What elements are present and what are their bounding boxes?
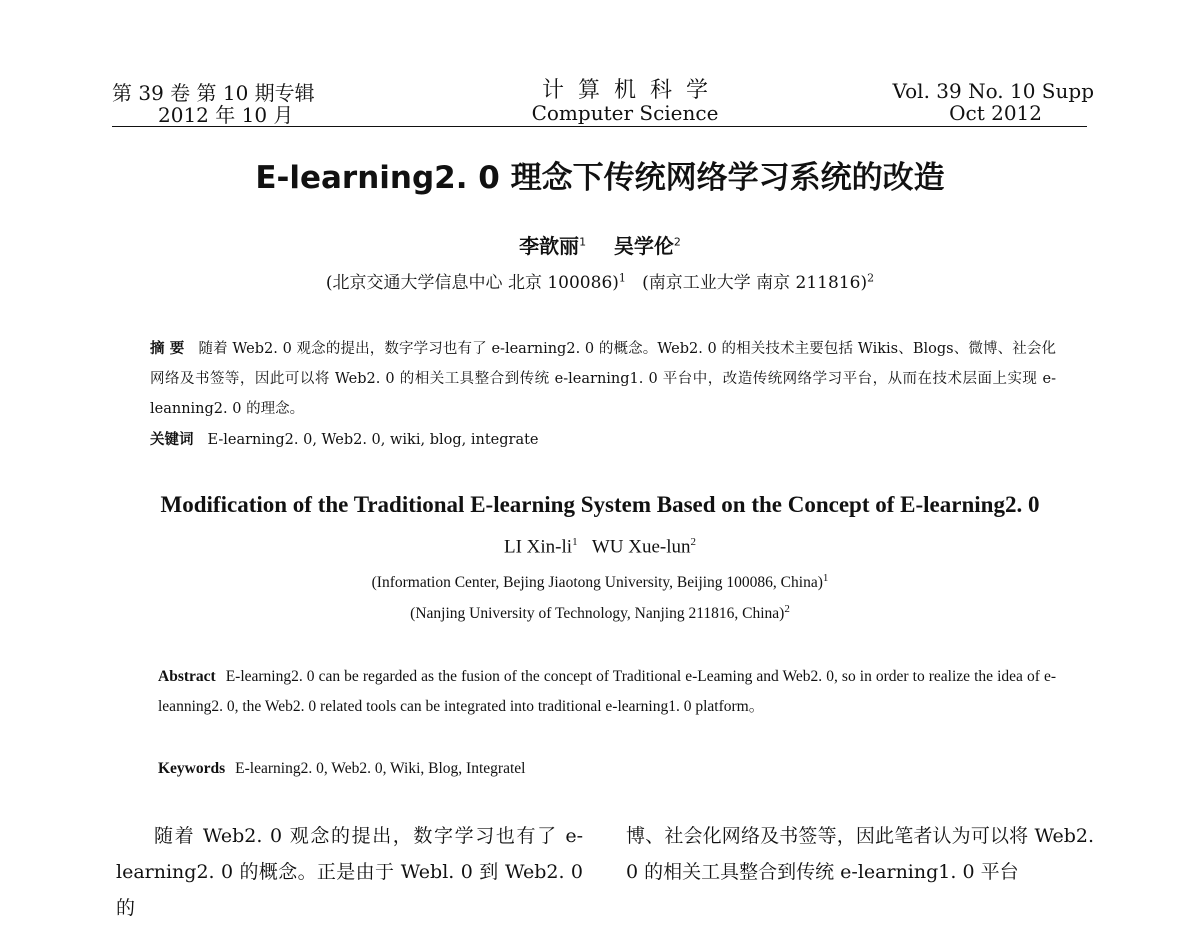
volume-issue: 第 39 卷 第 10 期专辑 <box>112 81 315 105</box>
issue-date-en: Oct 2012 <box>949 101 1042 125</box>
abstract-text-cn: 随着 Web2. 0 观念的提出，数字学习也有了 e-learning2. 0 的概念。Web2. 0 的相关技术主要包括 Wikis、Blogs、微博、社会化网络及书签等，因此可以将 Web2. 0 的相关工具整合到传统 e-learning1. 0 平台中，改造传统网络学习平台，从而在技术层面上实现 e-leanning2. 0 的理念。 <box>150 341 1056 417</box>
abstract-label-en: Abstract <box>158 668 216 685</box>
header-right <box>893 80 1094 124</box>
keywords-en <box>158 760 525 778</box>
journal-name-cn: 计算机科学 <box>541 78 722 103</box>
affiliation-text-en: (Information Center, Bejing Jiaotong University, Beijing 100086, China) <box>371 574 823 592</box>
paper-title-cn: E-learning2. 0 理念下传统网络学习系统的改造 <box>255 160 945 196</box>
keywords-text-en: E-learning2. 0, Web2. 0, Wiki, Blog, Integratel <box>235 760 526 777</box>
affiliation-mark: 2 <box>867 271 875 285</box>
keywords-label-cn: 关键词 <box>150 432 194 448</box>
author-list-en <box>0 536 1200 558</box>
author-mark: 1 <box>572 536 578 548</box>
abstract-cn <box>150 334 1056 424</box>
keywords-text-cn: E-learning2. 0, Web2. 0, wiki, blog, integrate <box>207 432 539 448</box>
affiliation-mark: 2 <box>784 603 790 615</box>
author-mark: 1 <box>579 235 587 249</box>
affiliation-text-en: (Nanjing University of Technology, Nanjing 211816, China) <box>410 605 785 623</box>
affiliation-mark: 1 <box>822 572 829 584</box>
keywords-cn <box>150 428 539 449</box>
author-name-en: WU Xue-lun <box>591 536 691 558</box>
author-mark: 2 <box>690 536 696 548</box>
journal-name <box>500 80 750 124</box>
affiliation-text: (南京工业大学 南京 211816) <box>642 273 868 293</box>
abstract-en <box>158 662 1056 722</box>
header-rule <box>112 126 1087 127</box>
affiliation-text: (北京交通大学信息中心 北京 100086) <box>325 273 619 293</box>
author-name: 吴学伦 <box>613 234 674 258</box>
volume-issue-en: Vol. 39 No. 10 Supp <box>892 79 1094 103</box>
abstract-label-cn: 摘 要 <box>150 341 185 357</box>
author-mark: 2 <box>673 235 681 249</box>
keywords-label-en: Keywords <box>158 760 226 777</box>
body-column-left: 随着 Web2. 0 观念的提出，数字学习也有了 e-learning2. 0 的概念。正是由于 Webl. 0 到 Web2. 0 的 <box>116 825 583 919</box>
issue-date: 2012 年 10 月 <box>158 103 294 127</box>
affiliation-en <box>0 603 1200 623</box>
affiliation-cn <box>0 268 1200 293</box>
body-column-right: 博、社会化网络及书签等，因此笔者认为可以将 Web2. 0 的相关工具整合到传统 e-learning1. 0 平台 <box>626 825 1094 883</box>
affiliation-en <box>0 572 1200 592</box>
header-left <box>112 82 315 126</box>
author-name: 李歆丽 <box>519 234 580 258</box>
author-name-en: LI Xin-li <box>504 536 573 558</box>
paper-title-en: Modification of the Traditional E-learning System Based on the Concept of E-learning2. 0 <box>160 492 1040 517</box>
journal-name-en: Computer Science <box>531 101 719 125</box>
author-list-cn <box>0 230 1200 259</box>
abstract-text-en: E-learning2. 0 can be regarded as the fusion of the concept of Traditional e-Leaming and Web2. 0, so in order to realize the idea of e-leanning2. 0, the Web2. 0 related tools can be integrated into traditional e-learning1. 0 platform。 <box>158 668 1056 715</box>
affiliation-mark: 1 <box>618 271 626 285</box>
